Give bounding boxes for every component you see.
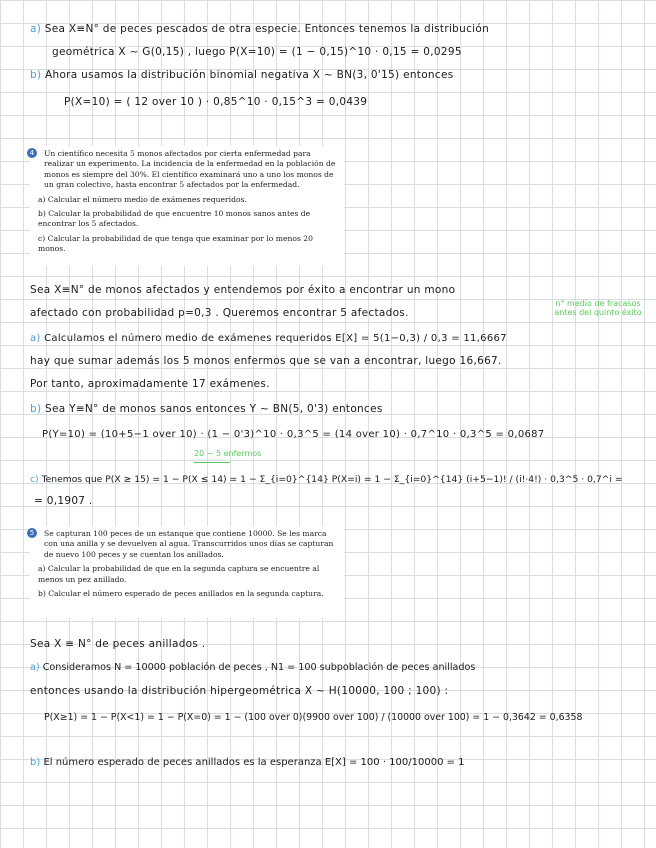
- solution-text: Calculamos el número medio de exámenes requeridos E[X] = 5(1−0,3) / 0,3 = 11,6667: [44, 333, 507, 344]
- side-note: n° medio de fracasos antes del quinto éxito: [554, 299, 642, 317]
- item-label: a): [30, 333, 41, 344]
- formula-text: P(Y=10) = (10+5−1 over 10) · (1 − 0'3)^10 · 0,3^5 = (14 over 10) · 0,7^10 · 0,3^5 = 0,0687: [42, 429, 545, 440]
- solution-text: Sea X≡N° de monos afectados y entendemos por éxito a encontrar un mono: [30, 284, 456, 296]
- item-label: a): [30, 23, 42, 35]
- solution-text: afectado con probabilidad p=0,3 . Queremos encontrar 5 afectados.: [30, 307, 409, 319]
- solution-line: [30, 331, 642, 346]
- solution-line: [30, 354, 642, 369]
- solution-line: [30, 402, 642, 417]
- problem-item-a: a) Calcular la probabilidad de que en la segunda captura se encuentre al menos un pez anillado.: [38, 564, 320, 584]
- solution-line: [30, 377, 642, 392]
- solution-text: hay que sumar además los 5 monos enfermos que se van a encontrar, luego 16,667.: [30, 355, 502, 367]
- note-text: Sea X≡N° de peces pescados de otra especie. Entonces tenemos la distribución: [44, 23, 490, 35]
- formula-line: [44, 710, 642, 725]
- note-line: [30, 68, 642, 83]
- problem-item-b: b) Calcular el número esperado de peces anillados en la segunda captura.: [38, 589, 324, 599]
- formula-text: P(X=10) = ( 12 over 10 ) · 0,85^10 · 0,15^3 = 0,0439: [64, 96, 368, 108]
- formula-line: [42, 427, 642, 442]
- formula-text: P(X≥1) = 1 − P(X<1) = 1 − P(X=0) = 1 − (100 over 0)(9900 over 100) / (10000 over 100) = 1 − 0,3642 = 0,6358: [44, 712, 583, 723]
- item-label: a): [30, 662, 40, 673]
- problem-item-c: c) Calcular la probabilidad de que tenga que examinar por lo menos 20 monos.: [38, 233, 313, 254]
- problem-number-badge: 5: [27, 528, 37, 538]
- solution-line: [30, 755, 642, 770]
- problem-statement-5: [30, 526, 344, 618]
- problem-item-a: a) Calcular el número medio de exámenes requeridos.: [38, 194, 247, 204]
- solution-line: [30, 684, 642, 699]
- item-label: c): [30, 474, 39, 485]
- problem-number-badge: 4: [27, 148, 37, 158]
- note-text: Ahora usamos la distribución binomial negativa X ~ BN(3, 0'15) entonces: [45, 69, 454, 81]
- note-text: geométrica X ~ G(0,15) , luego P(X=10) = (1 − 0,15)^10 · 0,15 = 0,0295: [52, 46, 462, 58]
- solution-text: Sea X ≡ N° de peces anillados .: [30, 638, 206, 650]
- solution-text: Por tanto, aproximadamente 17 exámenes.: [30, 378, 270, 390]
- solution-line: [30, 660, 642, 675]
- solution-text: Sea Y≡N° de monos sanos entonces Y ~ BN(5, 0'3) entonces: [45, 403, 383, 415]
- problem-item-b: b) Calcular la probabilidad de que encuentre 10 monos sanos antes de encontrar los 5 afectados.: [38, 209, 311, 229]
- solution-text: Tenemos que P(X ≥ 15) = 1 − P(X ≤ 14) = 1 − Σ_{i=0}^{14} P(X=i) = 1 − Σ_{i=0}^{14} (i+5−1)! / (i!·4!) · 0,3^5 · 0,7^i =: [41, 474, 623, 485]
- item-label: b): [30, 757, 41, 768]
- formula-line: [64, 95, 642, 110]
- annotation-note: 20 − 5 enfermos: [194, 449, 262, 458]
- item-label: b): [30, 403, 42, 415]
- item-label: b): [30, 69, 42, 81]
- note-line: [30, 22, 642, 37]
- note-line: [52, 45, 642, 60]
- solution-line: [30, 283, 642, 298]
- problem-text: Un científico necesita 5 monos afectados por cierta enfermedad para realizar un experimento. La incidencia de la enfermedad en la población de monos es siempre del 30%. El científico examinará uno a uno los monos de un gran colectivo, hasta encontrar 5 afectados por la enfermedad.: [44, 149, 336, 190]
- solution-line: [34, 494, 642, 509]
- solution-text: El número esperado de peces anillados es la esperanza E[X] = 100 · 100/10000 = 1: [43, 757, 465, 768]
- problem-text: Se capturan 100 peces de un estanque que contiene 10000. Se les marca con una anilla y se devuelven al agua. Transcurridos unos días se capturan de nuevo 100 peces y se cuentan los anillados.: [44, 529, 334, 559]
- solution-text: entonces usando la distribución hipergeométrica X ~ H(10000, 100 ; 100) :: [30, 685, 449, 697]
- solution-text: = 0,1907 .: [34, 495, 93, 507]
- solution-line: [30, 472, 642, 487]
- solution-text: Consideramos N = 10000 población de peces , N1 = 100 subpoblación de peces anillados: [42, 662, 476, 673]
- problem-statement-4: [30, 146, 344, 266]
- solution-line: [30, 637, 642, 652]
- annotation-underline: [194, 462, 230, 463]
